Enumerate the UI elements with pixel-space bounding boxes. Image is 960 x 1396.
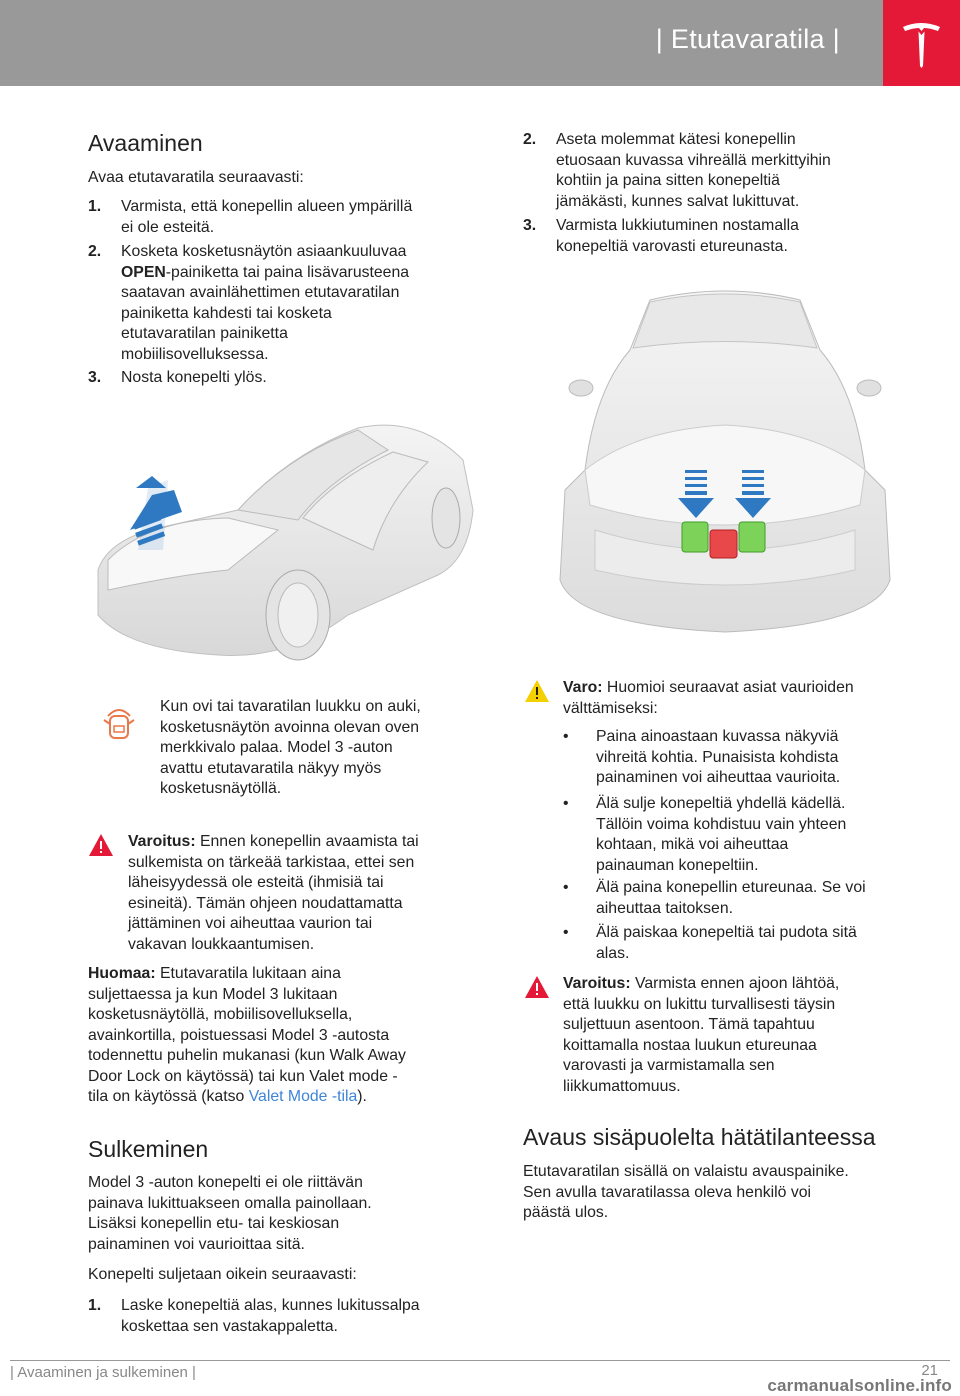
note-text: Huomaa: Etutavaratila lukitaan aina suljettaessa ja kun Model 3 lukitaan kosketusnäytöllä, mobiilisovelluksella, avainkortilla, poistuessasi Model 3 -autosta todennettu puhelin mukanasi (kun Walk Away Door Lock on käytössä) tai kun Valet mode - tila on käytössä (katso Valet Mode -tila).: [88, 965, 406, 1105]
warning-icon-right: [524, 975, 550, 999]
page-number: 21: [921, 1362, 938, 1379]
heading-avaaminen: Avaaminen: [88, 130, 203, 156]
footer-chapter: | Avaaminen ja sulkeminen |: [10, 1364, 196, 1381]
intro-text: Avaa etutavaratila seuraavasti:: [88, 169, 304, 186]
close-text: Model 3 -auton konepelti ei ole riittävän painava lukittuakseen omalla painollaan. Lisäksi konepellin etu- tai keskiosan painaminen voi vaurioittaa sitä.: [88, 1174, 372, 1253]
footer-divider: [10, 1360, 950, 1361]
caution-icon: [524, 679, 550, 703]
car-hood-open-illustration: [88, 400, 478, 662]
heading-sulkeminen: Sulkeminen: [88, 1136, 209, 1162]
bullet-2: • Älä sulje konepeltiä yhdellä kädellä. Tällöin voima kohdistuu vain yhteen kohtaan, mikä voi aiheuttaa painauman konepeltiin.: [563, 795, 847, 874]
bullet-4: • Älä paiskaa konepeltiä tai pudota sitä alas.: [563, 924, 857, 962]
close-intro: Konepelti suljetaan oikein seuraavasti:: [88, 1266, 357, 1283]
tesla-logo-icon: [883, 0, 960, 86]
page-header: [0, 0, 960, 86]
heading-emergency: Avaus sisäpuolelta hätätilanteessa: [523, 1124, 876, 1150]
caution-text: Varo: Huomioi seuraavat asiat vaurioiden välttämiseksi:: [563, 679, 854, 717]
open-label: OPEN: [121, 263, 166, 281]
green-press-point-left: [682, 522, 708, 552]
watermark: carmanualsonline.info: [767, 1376, 952, 1395]
info-note: Kun ovi tai tavaratilan luukku on auki, kosketusnäytön avoinna olevan oven merkkivalo palaa. Model 3 -auton avattu etutavaratila näkyy myös kosketusnäytöllä.: [160, 698, 421, 797]
car-door-open-icon: [100, 702, 138, 742]
bullet-3: • Älä paina konepellin etureunaa. Se voi aiheuttaa taitoksen.: [563, 879, 866, 917]
warning-right: Varoitus: Varmista ennen ajoon lähtöä, että luukku on lukittu turvallisesti täysin suljettuun asentoon. Tämä tapahtuu koittamalla nostaa luukun etureunaa varovasti ja varmistamalla sen liikkumattomuus.: [563, 975, 840, 1095]
green-press-point-right: [739, 522, 765, 552]
red-avoid-point: [710, 530, 737, 558]
warning-left: Varoitus: Ennen konepellin avaamista tai sulkemista on tärkeää tarkistaa, ettei sen läheisyydessä ole esteitä (ihmisiä tai esineitä). Tämän ohjeen noudattamatta jättäminen voi aiheuttaa vaurion tai vakavan loukkaantumisen.: [128, 833, 419, 953]
valet-mode-link[interactable]: Valet Mode -tila: [248, 1088, 358, 1105]
warning-icon: [88, 833, 114, 857]
emergency-text: Etutavaratilan sisällä on valaistu avauspainike. Sen avulla tavaratilassa oleva henkilö voi päästä ulos.: [523, 1163, 849, 1221]
car-front-hood-illustration: [555, 280, 895, 640]
bullet-1: • Paina ainoastaan kuvassa näkyviä vihreitä kohtia. Punaisista kohdista painaminen voi aiheuttaa vaurioita.: [563, 728, 841, 786]
section-title: | Etutavaratila |: [655, 24, 840, 54]
tesla-logo: [883, 0, 960, 86]
